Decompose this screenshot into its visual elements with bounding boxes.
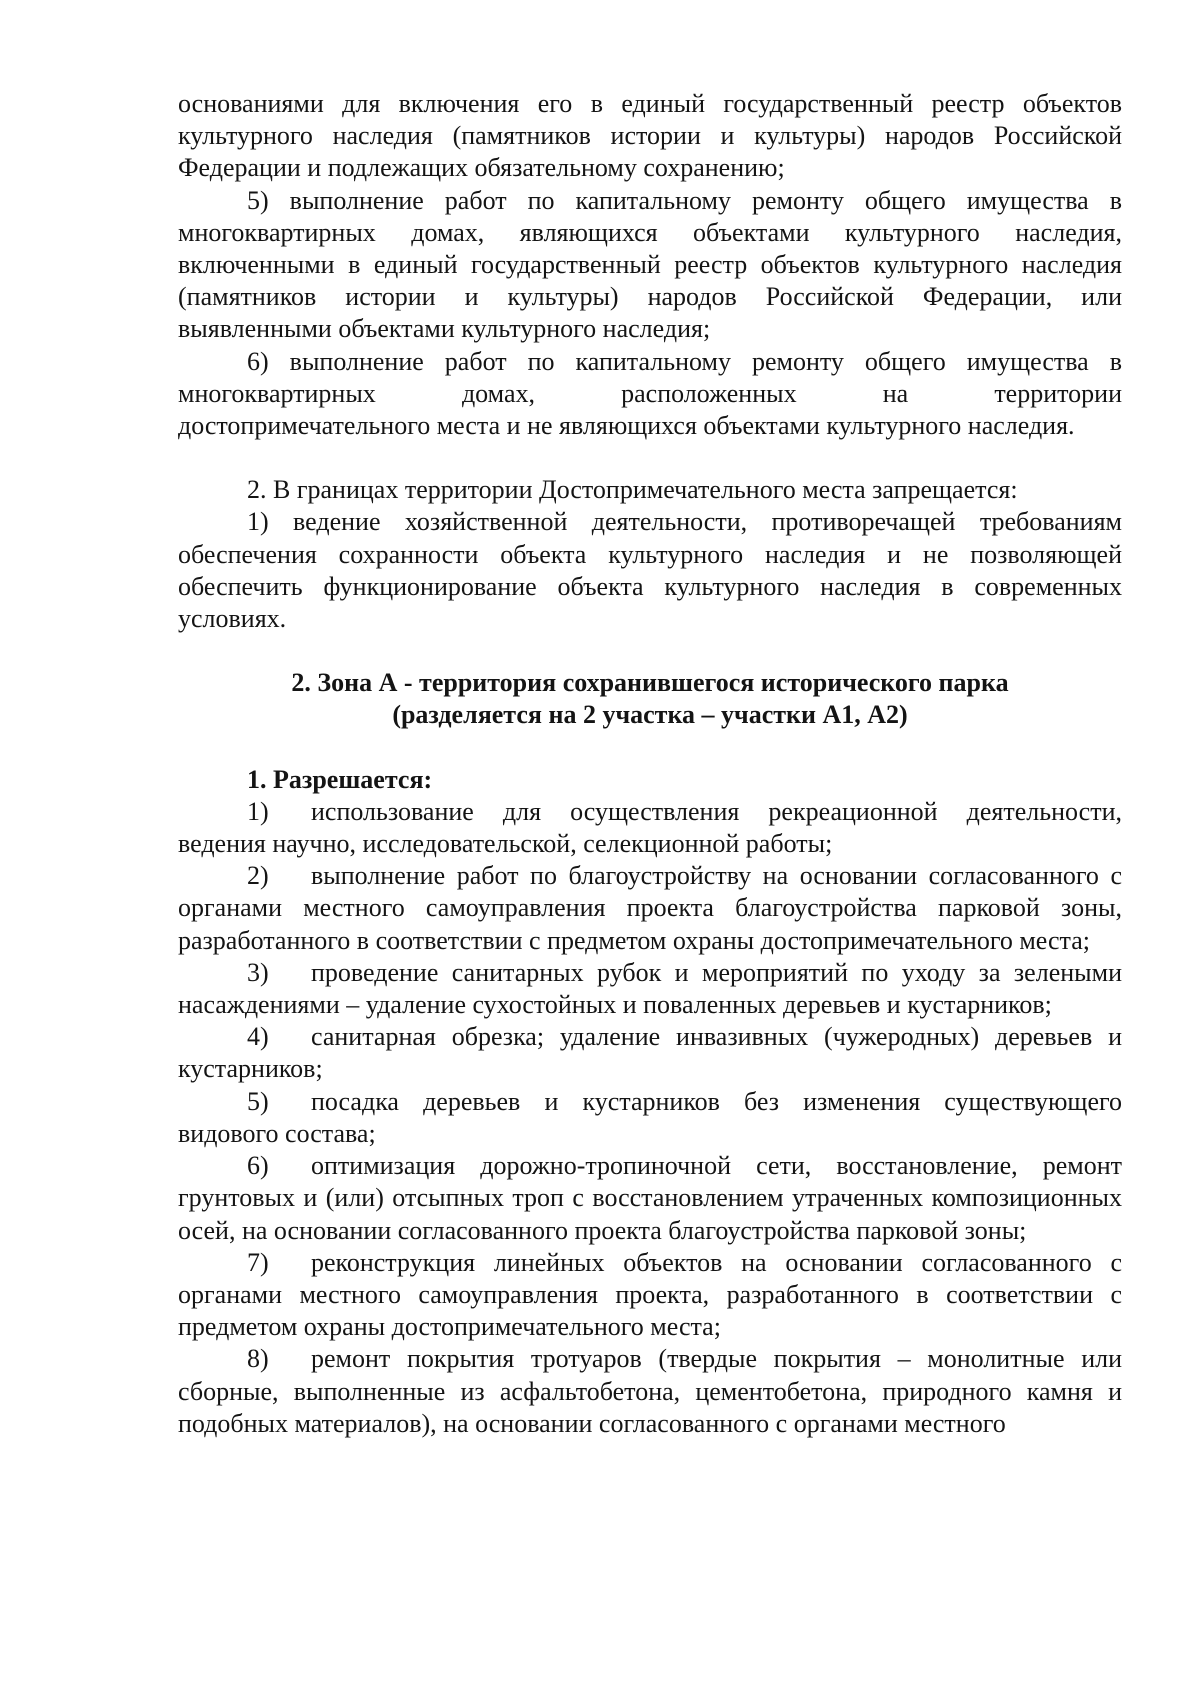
list-item-number: 1) (247, 796, 269, 826)
zone-a-title-line1: 2. Зона А - территория сохранившегося исторического парка (291, 668, 1009, 698)
prohibited-item-1: 1) ведение хозяйственной деятельности, противоречащей требованиям обеспечения сохранности объекта культурного наследия и не позволяющей обеспечить функционирование объекта культурного наследия в современных условиях. (178, 507, 1122, 634)
spacer (178, 442, 1122, 474)
list-item-number: 3) (247, 957, 269, 987)
allowed-list (178, 796, 1122, 1440)
list-item-text: реконструкция линейных объектов на основании согласованного с органами местного самоуправления проекта, разработанного в соответствии с предметом охраны достопримечательного места; (178, 1247, 1122, 1342)
list-item (178, 1343, 1122, 1440)
list-item-number: 2) (247, 861, 269, 891)
list-item (178, 1086, 1122, 1150)
list-item-5: 5) выполнение работ по капитальному ремонту общего имущества в многоквартирных домах, являющихся объектами культурного наследия, включенными в единый государственный реестр объектов культурного наследия (памятников истории и культуры) народов Российской Федерации, или выявленными объектами культурного наследия; (178, 185, 1122, 344)
paragraph-continuation: основаниями для включения его в единый государственный реестр объектов культурного наследия (памятников истории и культуры) народов Российской Федерации и подлежащих обязательному сохранению; (178, 89, 1122, 183)
list-item-text: использование для осуществления рекреационной деятельности, ведения научно, исследовательской, селекционной работы; (178, 796, 1122, 859)
list-item (178, 957, 1122, 1021)
list-item (178, 860, 1122, 957)
spacer (178, 635, 1122, 667)
list-item-number: 4) (247, 1022, 269, 1052)
zone-a-title-line2: (разделяется на 2 участка – участки А1, А2) (392, 700, 908, 730)
list-item-number: 6) (247, 1151, 269, 1181)
list-item-text: выполнение работ по благоустройству на основании согласованного с органами местного самоуправления проекта благоустройства парковой зоны, разработанного в соответствии с предметом охраны достопримечательного места; (178, 861, 1122, 955)
allowed-heading: 1. Разрешается: (247, 764, 433, 794)
spacer (178, 732, 1122, 764)
list-item (178, 1021, 1122, 1085)
list-item-6-line1: 6) выполнение работ по капитальному ремонту общего имущества в многоквартирных домах, расположенных на территории (178, 346, 1122, 408)
list-item-number: 8) (247, 1344, 269, 1374)
list-item-number: 7) (247, 1247, 269, 1277)
list-item-text: оптимизация дорожно-тропиночной сети, восстановление, ремонт грунтовых и (или) отсыпных троп с восстановлением утраченных композиционных осей, на основании согласованного проекта благоустройства парковой зоны; (178, 1151, 1122, 1245)
list-item-number: 5) (247, 1086, 269, 1116)
list-item (178, 1247, 1122, 1344)
list-item (178, 796, 1122, 860)
list-item (178, 1150, 1122, 1247)
list-item-text: проведение санитарных рубок и мероприятий по уходу за зелеными насаждениями – удаление сухостойных и поваленных деревьев и кустарников; (178, 957, 1122, 1020)
list-item-text: посадка деревьев и кустарников без изменения существующего видового состава; (178, 1086, 1122, 1148)
list-item-text: санитарная обрезка; удаление инвазивных (чужеродных) деревьев и кустарников; (178, 1022, 1122, 1084)
list-item-text: ремонт покрытия тротуаров (твердые покрытия – монолитные или сборные, выполненные из асфальтобетона, цементобетона, природного камня и подобных материалов), на основании согласованного с органами местного (178, 1344, 1122, 1438)
prohibited-heading: 2. В границах территории Достопримечательного места запрещается: (247, 475, 1018, 505)
list-item-6-rest: достопримечательного места и не являющихся объектами культурного наследия. (178, 411, 1075, 441)
